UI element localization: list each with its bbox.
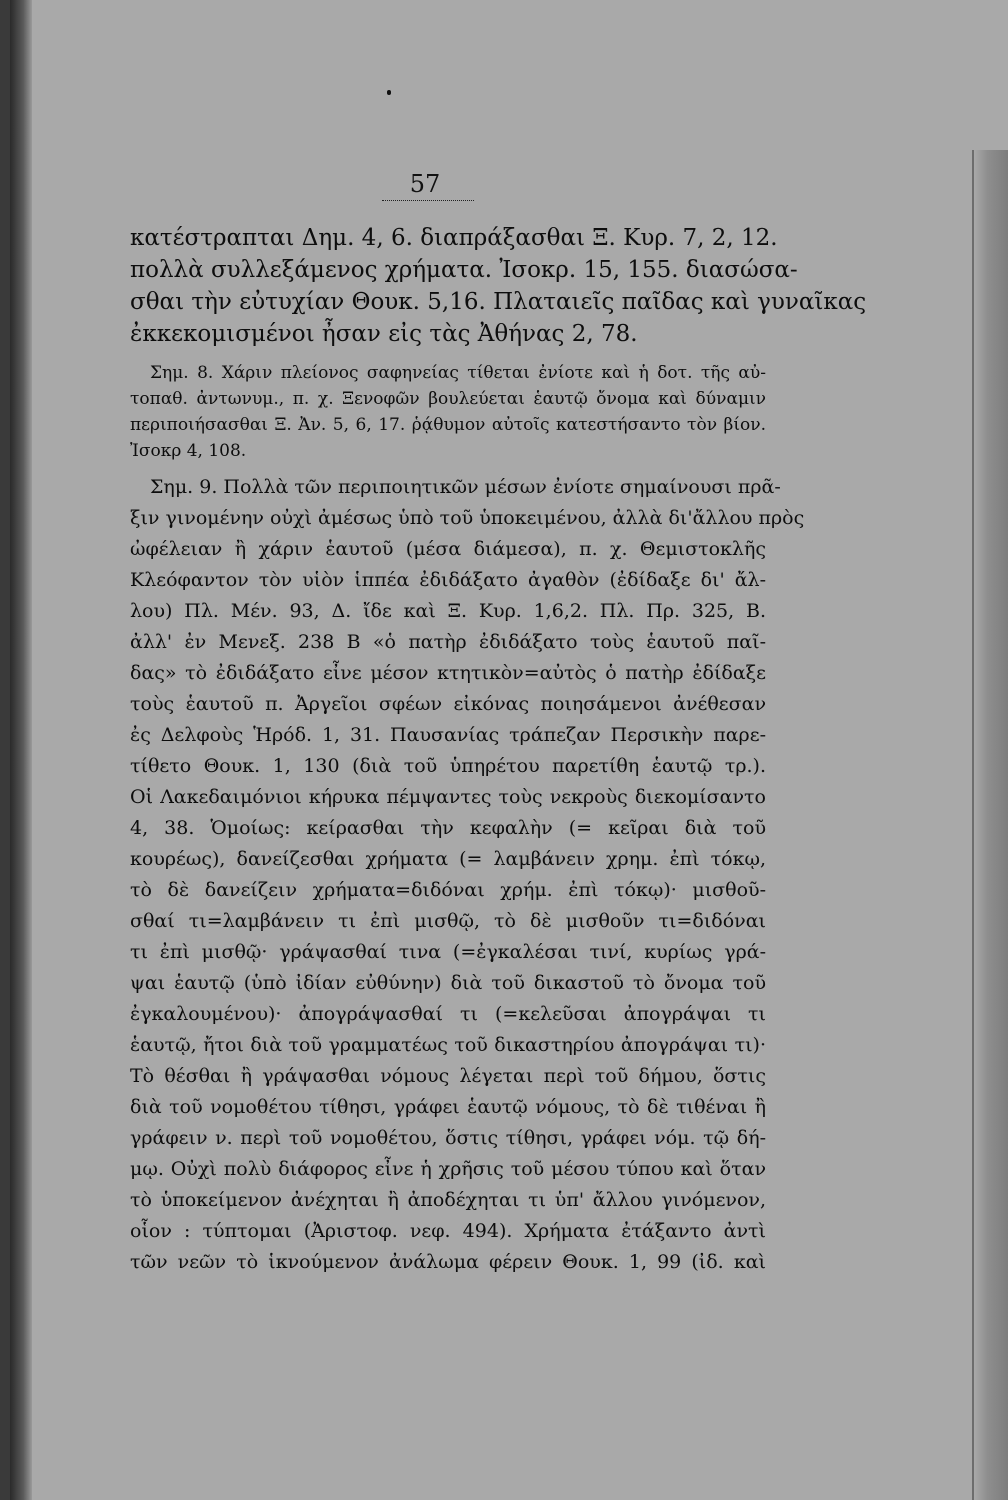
page-number: 57 bbox=[409, 170, 441, 198]
text-line: τοὺς ἑαυτοῦ π. Ἀργεῖοι σφέων εἰκόνας ποιησάμενοι ἀνέθεσαν bbox=[130, 693, 766, 715]
text-line: κατέστραπται Δημ. 4, 6. διαπράξασθαι Ξ. Κυρ. 7, 2, 12. bbox=[130, 225, 778, 251]
text-line: γράφειν ν. περὶ τοῦ νομοθέτου, ὅστις τίθησι, γράφει νόμ. τῷ δή- bbox=[130, 1127, 766, 1149]
text-line: δας» τὸ ἐδιδάξατο εἶνε μέσον κτητικὸν=αὐτὸς ὁ πατὴρ ἐδίδαξε bbox=[130, 662, 766, 684]
text-line: κουρέως), δανείζεσθαι χρήματα (= λαμβάνειν χρημ. ἐπὶ τόκῳ, bbox=[130, 848, 766, 870]
text-line: Κλεόφαντον τὸν υἱὸν ἱππέα ἐδιδάξατο ἀγαθὸν (ἐδίδαξε δι' ἄλ- bbox=[130, 569, 766, 591]
text-line: Οἱ Λακεδαιμόνιοι κήρυκα πέμψαντες τοὺς νεκροὺς διεκομίσαντο bbox=[130, 786, 766, 808]
ink-speck bbox=[387, 90, 391, 95]
text-line: τίθετο Θουκ. 1, 130 (διὰ τοῦ ὑπηρέτου παρετίθη ἑαυτῷ τρ.). bbox=[130, 755, 766, 777]
text-line: ὠφέλειαν ἢ χάριν ἑαυτοῦ (μέσα διάμεσα), π. χ. Θεμιστοκλῆς bbox=[130, 538, 766, 560]
text-line: ἐκκεκομισμένοι ἦσαν εἰς τὰς Ἀθήνας 2, 78. bbox=[130, 321, 638, 347]
text-line: ψαι ἑαυτῷ (ὑπὸ ἰδίαν εὐθύνην) διὰ τοῦ δικαστοῦ τὸ ὄνομα τοῦ bbox=[130, 972, 766, 994]
text-body bbox=[130, 222, 867, 1278]
paragraph-1 bbox=[130, 222, 867, 350]
text-line: 4, 38. Ὁμοίως: κείρασθαι τὴν κεφαλὴν (= κεῖραι διὰ τοῦ bbox=[130, 817, 766, 839]
text-line: διὰ τοῦ νομοθέτου τίθησι, γράφει ἑαυτῷ νόμους, τὸ δὲ τιθέναι ἢ bbox=[130, 1096, 766, 1118]
note-9 bbox=[130, 472, 805, 1278]
text-line: τὸ δὲ δανείζειν χρήματα=διδόναι χρήμ. ἐπὶ τόκῳ)· μισθοῦ- bbox=[130, 879, 766, 901]
text-line: τὸ ὑποκείμενον ἀνέχηται ἢ ἀποδέχηται τι ὑπ' ἄλλου γινόμενον, bbox=[130, 1189, 766, 1211]
text-line: λου) Πλ. Μέν. 93, Δ. ἴδε καὶ Ξ. Κυρ. 1,6,2. Πλ. Πρ. 325, Β. bbox=[130, 600, 766, 622]
text-line: ἐς Δελφοὺς Ἡρόδ. 1, 31. Παυσανίας τράπεζαν Περσικὴν παρε- bbox=[130, 724, 766, 746]
text-line: Σημ. 8. Χάριν πλείονος σαφηνείας τίθεται ἐνίοτε καὶ ἡ δοτ. τῆς αὐ- bbox=[150, 363, 766, 383]
text-line: ἐγκαλουμένου)· ἀπογράψασθαί τι (=κελεῦσαι ἀπογράψαι τι bbox=[130, 1003, 766, 1025]
text-line: τοπαθ. ἀντωνυμ., π. χ. Ξενοφῶν βουλεύεται ἑαυτῷ ὄνομα καὶ δύναμιν bbox=[130, 389, 766, 409]
text-line: τι ἐπὶ μισθῷ· γράψασθαί τινα (=ἐγκαλέσαι τινί, κυρίως γρά- bbox=[130, 941, 766, 963]
text-line: σθαι τὴν εὐτυχίαν Θουκ. 5,16. Πλαταιεῖς παῖδας καὶ γυναῖκας bbox=[130, 289, 867, 315]
note-8 bbox=[130, 360, 766, 464]
text-line: περιποιήσασθαι Ξ. Ἀν. 5, 6, 17. ῥᾴθυμον αὐτοῖς κατεστήσαντο τὸν βίον. bbox=[130, 415, 766, 435]
text-line: ξιν γινομένην οὐχὶ ἀμέσως ὑπὸ τοῦ ὑποκειμένου, ἀλλὰ δι'ἄλλου πρὸς bbox=[130, 507, 805, 529]
text-line: μῳ. Οὐχὶ πολὺ διάφορος εἶνε ἡ χρῆσις τοῦ μέσου τύπου καὶ ὅταν bbox=[130, 1158, 766, 1180]
text-line: οἷον : τύπτομαι (Ἀριστοφ. νεφ. 494). Χρήματα ἐτάξαντο ἀντὶ bbox=[130, 1220, 766, 1242]
text-line: Ἰσοκρ 4, 108. bbox=[130, 441, 247, 461]
text-line: σθαί τι=λαμβάνειν τι ἐπὶ μισθῷ, τὸ δὲ μισθοῦν τι=διδόναι bbox=[130, 910, 766, 932]
text-line: ἑαυτῷ, ἤτοι διὰ τοῦ γραμματέως τοῦ δικαστηρίου ἀπογράψαι τι)· bbox=[130, 1034, 766, 1056]
book-spine bbox=[10, 0, 32, 1500]
text-line: πολλὰ συλλεξάμενος χρήματα. Ἰσοκρ. 15, 155. διασώσα- bbox=[130, 257, 798, 283]
text-line: Σημ. 9. Πολλὰ τῶν περιποιητικῶν μέσων ἐνίοτε σημαίνουσι πρᾶ- bbox=[150, 476, 781, 498]
book-page bbox=[10, 0, 1008, 1500]
text-line: τῶν νεῶν τὸ ἱκνούμενον ἀνάλωμα φέρειν Θουκ. 1, 99 (ἰδ. καὶ bbox=[130, 1251, 766, 1273]
text-line: Τὸ θέσθαι ἢ γράψασθαι νόμους λέγεται περὶ τοῦ δήμου, ὅστις bbox=[130, 1065, 766, 1087]
header-rule bbox=[382, 200, 474, 201]
text-line: ἀλλ' ἐν Μενεξ. 238 Β «ὁ πατὴρ ἐδιδάξατο τοὺς ἑαυτοῦ παῖ- bbox=[130, 631, 766, 653]
page-edge bbox=[972, 150, 1008, 1500]
